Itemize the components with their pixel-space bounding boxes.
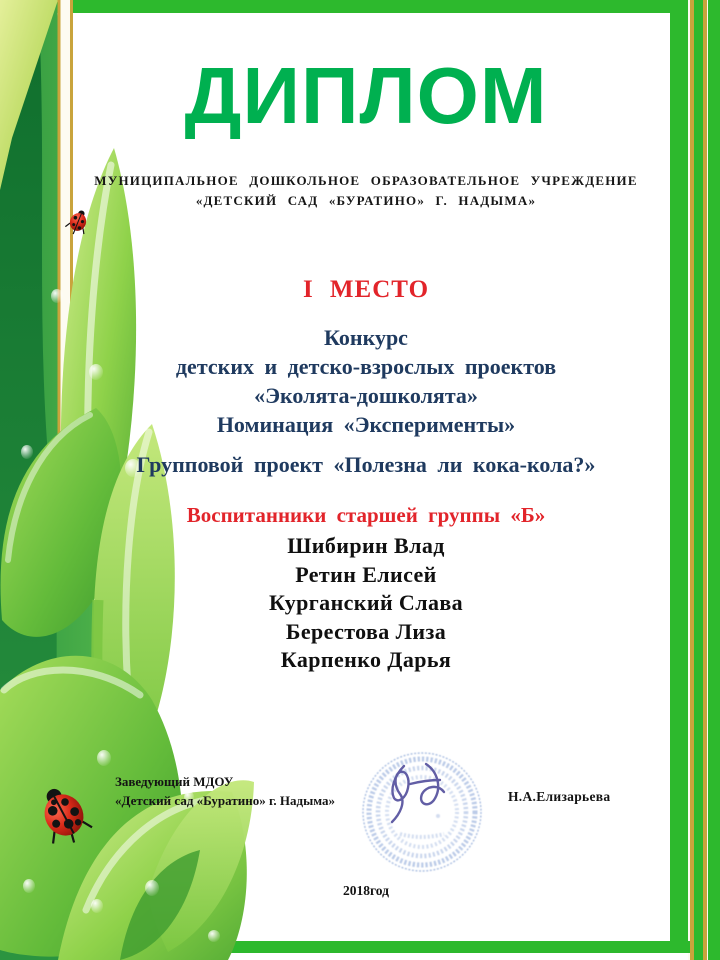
border-right: [670, 0, 690, 953]
certificate-body: [60, 0, 672, 960]
contest-line-4: Номинация «Эксперименты»: [216, 412, 516, 437]
organization-name: [60, 171, 672, 211]
signatory-name: Н.А.Елизарьева: [508, 789, 611, 804]
participant-name: Ретин Елисей: [295, 561, 437, 587]
participants-list: [60, 532, 672, 675]
diploma-title: ДИПЛОМ: [184, 51, 548, 140]
group-title: Воспитанники старшей группы «Б»: [186, 503, 546, 527]
contest-line-2: детских и детско-взрослых проектов: [175, 354, 557, 379]
signatory-role-line-2: «Детский сад «Буратино» г. Надыма»: [115, 793, 335, 808]
year-label: 2018год: [343, 883, 389, 898]
project-title: Групповой проект «Полезна ли кока-кола?»: [136, 452, 596, 477]
participant-name: Карпенко Дарья: [280, 647, 452, 672]
participant-name: Берестова Лиза: [285, 618, 447, 644]
organization-line-2: «ДЕТСКИЙ САД «БУРАТИНО» Г. НАДЫМА»: [195, 193, 537, 208]
contest-description: [60, 323, 672, 439]
organization-line-1: МУНИЦИПАЛЬНОЕ ДОШКОЛЬНОЕ ОБРАЗОВАТЕЛЬНОЕ УЧРЕЖДЕНИЕ: [94, 173, 638, 188]
contest-line-1: Конкурс: [324, 325, 408, 350]
award-place: I МЕСТО: [302, 276, 430, 303]
signatory-role: [115, 772, 365, 810]
participant-name: Шибирин Влад: [287, 533, 445, 558]
participant-name: Курганский Слава: [268, 590, 464, 615]
signatory-role-line-1: Заведующий МДОУ: [115, 774, 234, 789]
contest-line-3: «Эколята-дошколята»: [254, 383, 478, 408]
border-right-gold-stripes: [688, 0, 720, 960]
